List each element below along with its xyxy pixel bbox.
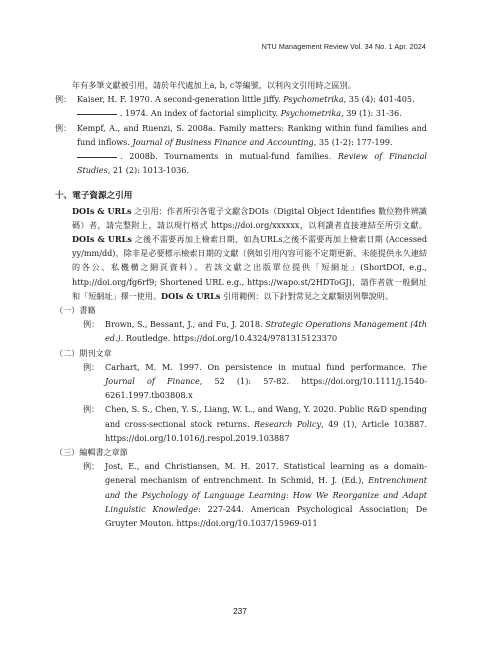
para-text: 之引用：作者所引各電子文獻含DOIs（Digital Object Identifies 數位物件辨識碼）者，請完整附上，請以現行格式 https://doi.org/xxxxxx，以利讀者直接連結至所引文獻。 — [72, 205, 427, 230]
para-text: 之後不需要再加上檢索日期，如為URLs之後不需要再加上檢索日期 (Accessed yy/mm/dd)，除非是必要標示檢索日期的文獻（例如引用內容可能不定期更新、未能提供永久連結的各公、私機構之網頁資料）。若該文獻之出版單位提供「短網址」(ShortDOI, e.g., http://doi.org/fg6rf9; Shortened URL e.g., https://wapo.st/2HDToGJ)，請作者就一般網址和「短網址」擇一使用。 — [72, 234, 428, 301]
ref-text: Kaiser, H. F. 1970. A second-generation little jiffy. — [77, 94, 284, 105]
bold-term: DOIs & URLs — [161, 290, 221, 301]
running-header — [262, 42, 426, 51]
example-jost — [55, 459, 427, 530]
ref-text: : 227-244. American Psychological Association; De Gruyter Mouton. https://doi.org/10.1037/15969-011 — [105, 503, 427, 529]
ref-title: Strategic Operations Management (4th ed.) — [105, 319, 427, 344]
ref-text: . 1974. An index of factorial simplicity. — [120, 108, 281, 119]
ref-text: , 49 (1), Article 103887. https://doi.org/10.1016/j.respol.2019.103887 — [105, 418, 427, 443]
page-body — [55, 78, 427, 530]
reference-kaiser-1970 — [77, 92, 427, 106]
example-chen — [55, 402, 427, 445]
example-label: 例： — [83, 319, 100, 330]
ref-text: , 39 (1): 31-36. — [341, 108, 402, 119]
ref-journal: Research Policy — [254, 418, 322, 429]
subsection-title: （二）期刊文章 — [55, 347, 112, 358]
example-brown — [55, 317, 427, 345]
example-label: 例： — [83, 404, 100, 415]
ref-text: Jost, E., and Christiansen, M. H. 2017. Statistical learning as a domain-general mechanism of entrenchment. In Schmid, H. J. (Ed.), — [105, 461, 427, 486]
reference-kaiser-1974 — [55, 106, 427, 120]
intro-line: 年有多筆文獻被引用，請於年代處加上a, b, c等編號，以利內文引用時之區別。 — [72, 80, 356, 90]
ref-journal: Review of Financial Studies — [77, 151, 427, 176]
ref-text: Carhart, M. M. 1997. On persistence in mutual fund performance. — [105, 361, 412, 372]
example-label: 例： — [55, 94, 72, 105]
section-title: 十、電子資源之引用 — [55, 191, 133, 202]
ref-journal: Psychometrika — [283, 94, 344, 105]
subsection-edited-chapters — [55, 445, 427, 530]
example-kempf — [55, 121, 427, 149]
example-label: 例： — [83, 461, 100, 472]
reference-text — [105, 360, 427, 403]
example-carhart — [55, 360, 427, 403]
para-text: 引用範例：以下針對常見之文獻類別列舉說明。 — [220, 290, 393, 301]
ref-text: . 2008b. Tournaments in mutual-fund families. — [120, 151, 338, 162]
example-kaiser — [55, 92, 427, 106]
ref-text: . Routledge. https://doi.org/10.4324/9781315123370 — [120, 333, 338, 344]
subsection-title: （一）書籍 — [55, 305, 96, 316]
journal-name: NTU Management Review — [261, 42, 349, 51]
ref-text: , 21 (2): 1013-1036. — [107, 165, 190, 176]
example-label: 例： — [55, 122, 72, 133]
ref-journal: Psychometrika — [280, 108, 342, 119]
ref-text: Brown, S., Bessant, J., and Fu, J. 2018. — [105, 319, 266, 330]
ref-text: , 35 (4): 401-405. — [343, 94, 415, 105]
ref-text: Kempf, A., and Ruenzi, S. 2008a. Family matters: Ranking within fund families and fund inflows. — [77, 122, 427, 147]
ref-text: , 35 (1-2): 177-199. — [313, 136, 393, 147]
section-paragraph — [55, 204, 427, 303]
ref-text: Chen, S. S., Chen, Y. S., Liang, W. L., and Wang, Y. 2020. Public R&D spending and cross-sectional stock returns. — [105, 404, 427, 429]
reference-text — [105, 402, 427, 445]
example-label: 例： — [83, 361, 100, 372]
subsection-books — [55, 303, 427, 346]
reference-text — [105, 459, 427, 530]
reference-kempf-2008b — [55, 149, 427, 177]
reference-text — [105, 317, 427, 345]
bold-term: DOIs & URLs — [72, 234, 132, 245]
ref-journal: The Journal of Finance — [105, 361, 427, 387]
reference-kempf-2008a — [77, 121, 427, 149]
subsection-title: （三）編輯書之章節 — [55, 447, 128, 458]
repeat-author-line — [77, 156, 117, 158]
journal-volume: Vol. 34 No. 1 Apr. 2024 — [350, 42, 426, 51]
ref-journal: Journal of Business Finance and Accounting — [132, 136, 314, 147]
bold-term: DOIs & URLs — [72, 205, 132, 216]
repeat-author-line — [77, 113, 117, 115]
page-number: 237 — [233, 607, 247, 616]
subsection-journal-articles — [55, 346, 427, 445]
ref-text: , 52 (1): 57-82. https://doi.org/10.1111/j.1540-6261.1997.tb03808.x — [105, 376, 427, 401]
ref-book-title: Entrenchment and the Psychology of Language Learning: How We Reorganize and Adapt Linguistic Knowledge — [105, 475, 427, 514]
